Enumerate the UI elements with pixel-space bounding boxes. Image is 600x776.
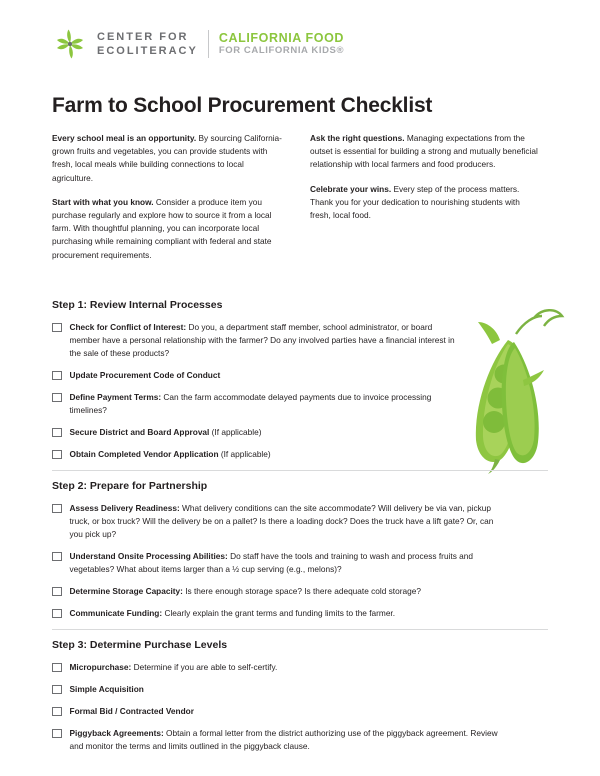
- checklist-section: [52, 470, 548, 620]
- checklist-item-body: Determine if you are able to self-certify.: [131, 661, 278, 672]
- checklist-item-text: [70, 426, 262, 439]
- org-name: [97, 30, 209, 58]
- checklist-item[interactable]: [52, 369, 548, 382]
- checklist-item-text: [70, 607, 396, 620]
- checklist-item-text: [70, 727, 500, 753]
- section-heading: Step 1: Review Internal Processes: [52, 298, 223, 311]
- program-name-line2: FOR CALIFORNIA KIDS®: [218, 45, 345, 56]
- checklist-item[interactable]: [52, 550, 548, 576]
- checkbox-icon[interactable]: [52, 371, 62, 381]
- checklist-item[interactable]: [52, 705, 548, 718]
- checklist-item-body: (If applicable): [218, 448, 271, 459]
- section-items: [52, 321, 548, 461]
- checklist-item-lead: Check for Conflict of Interest:: [69, 321, 187, 332]
- checklist-section: [52, 629, 548, 753]
- checkbox-icon[interactable]: [52, 707, 62, 717]
- intro-body: Every step of the process matters. Thank you for your dedication to nourishing students with fresh, local food.: [310, 183, 520, 221]
- checklist-item[interactable]: [52, 585, 548, 598]
- checkbox-icon[interactable]: [52, 323, 62, 333]
- checklist-item-lead: Update Procurement Code of Conduct: [69, 369, 221, 380]
- checklist-item-lead: Micropurchase:: [69, 661, 132, 672]
- intro-body: By sourcing California-grown fruits and vegetables, you can provide students with fresh, local meals while building connections to local agriculture.: [52, 133, 282, 183]
- intro-paragraph: [52, 132, 284, 185]
- section-heading: Step 2: Prepare for Partnership: [52, 470, 548, 492]
- checklist-item-lead: Assess Delivery Readiness:: [69, 502, 180, 513]
- checkbox-icon[interactable]: [52, 609, 62, 619]
- checkbox-icon[interactable]: [52, 729, 62, 739]
- checkbox-icon[interactable]: [52, 393, 62, 403]
- intro-lead: Every school meal is an opportunity.: [52, 133, 197, 143]
- checklist-item-lead: Understand Onsite Processing Abilities:: [69, 550, 228, 561]
- checklist-item[interactable]: [52, 426, 548, 439]
- checklist-item[interactable]: [52, 448, 548, 461]
- page-title: Farm to School Procurement Checklist: [52, 94, 433, 117]
- document-header: [52, 0, 548, 66]
- checklist-item-body: Can the farm accommodate delayed payments due to invoice processing timelines?: [69, 391, 432, 415]
- checkbox-icon[interactable]: [52, 450, 62, 460]
- checklist-item-body: Clearly explain the grant terms and funding limits to the farmer.: [162, 607, 396, 618]
- section-items: [52, 502, 548, 620]
- checklist-item[interactable]: [52, 727, 548, 753]
- checklist-item[interactable]: [52, 321, 548, 360]
- checklist-item-body: (If applicable): [209, 426, 262, 437]
- intro-body: Managing expectations from the outset is essential for building a strong and mutually beneficial relationship with local farmers and food producers.: [310, 133, 538, 170]
- checklist-item-text: [70, 585, 421, 598]
- checklist-item[interactable]: [52, 683, 548, 696]
- checklist-item-body: Do you, a department staff member, school administrator, or board member have a personal relationship with the farmer? Do any involved parties have a financial interest in the sale of these products?: [69, 321, 455, 358]
- checklist-item-lead: Obtain Completed Vendor Application: [69, 448, 219, 459]
- intro-paragraph: [52, 196, 284, 262]
- intro-paragraph: [310, 183, 542, 223]
- checkbox-icon[interactable]: [52, 428, 62, 438]
- intro-body: Consider a produce item you purchase regularly and explore how to source it from a local farm. With thoughtful planning, you can incorporate local purchasing while remaining compliant with federal and state procurement requirements.: [52, 196, 272, 260]
- checklist-item-text: [70, 683, 144, 696]
- checkbox-icon[interactable]: [52, 663, 62, 673]
- program-name: [219, 31, 344, 57]
- checkbox-icon[interactable]: [52, 504, 62, 514]
- checklist-item-body: Obtain a formal letter from the district authorizing use of the piggyback agreement. Review and monitor the terms and limits outlined in the piggyback clause.: [69, 727, 498, 751]
- checklist-item-text: [70, 321, 460, 360]
- section-heading: Step 3: Determine Purchase Levels: [52, 629, 548, 651]
- intro-section: [52, 132, 548, 273]
- checklist-item-text: [70, 369, 221, 382]
- checklist-item-body: Do staff have the tools and training to wash and process fruits and vegetables? What about items larger than a ½ cup serving (e.g., melons)?: [69, 550, 474, 574]
- checklist-section: [52, 299, 548, 461]
- logo-wordmark: [97, 30, 344, 58]
- checklist-item[interactable]: [52, 607, 548, 620]
- org-name-line1: CENTER FOR: [97, 31, 189, 43]
- checklist-item-lead: Secure District and Board Approval: [69, 426, 210, 437]
- org-name-line2: ECOLITERACY: [97, 45, 198, 57]
- checklist-item-lead: Formal Bid / Contracted Vendor: [69, 705, 194, 716]
- checklist-item[interactable]: [52, 502, 548, 541]
- checklist-item-lead: Communicate Funding:: [69, 607, 163, 618]
- intro-lead: Ask the right questions.: [310, 133, 405, 143]
- checklist-item-text: [70, 661, 278, 674]
- intro-column-left: [52, 132, 284, 273]
- checklist-item-lead: Piggyback Agreements:: [69, 727, 164, 738]
- checklist-item-body: What delivery conditions can the site accommodate? Will delivery be via van, pickup truck, or box truck? Will the delivery be on a pallet? Is there a loading dock? Does the truck have a lift gate? Or, can you pick up?: [69, 502, 494, 539]
- checklist-item[interactable]: [52, 391, 548, 417]
- section-items: [52, 661, 548, 753]
- checklist-sections: [52, 299, 548, 753]
- checklist-item-lead: Define Payment Terms:: [69, 391, 162, 402]
- checkbox-icon[interactable]: [52, 685, 62, 695]
- checklist-item-lead: Determine Storage Capacity:: [69, 585, 183, 596]
- checkbox-icon[interactable]: [52, 552, 62, 562]
- intro-lead: Start with what you know.: [52, 196, 154, 207]
- leaf-cluster-icon: [52, 26, 88, 62]
- checklist-item-text: [70, 502, 500, 541]
- checklist-item-text: [70, 550, 500, 576]
- program-name-line1: CALIFORNIA FOOD: [218, 31, 345, 45]
- checklist-item-text: [70, 705, 194, 718]
- checklist-item-body: Is there enough storage space? Is there adequate cold storage?: [182, 585, 421, 596]
- checklist-item[interactable]: [52, 661, 548, 674]
- intro-column-right: [310, 132, 542, 273]
- checklist-item-text: [70, 391, 460, 417]
- intro-lead: Celebrate your wins.: [310, 183, 392, 194]
- checklist-item-lead: Simple Acquisition: [69, 683, 144, 694]
- checklist-item-text: [70, 448, 271, 461]
- intro-paragraph: [310, 132, 542, 172]
- checkbox-icon[interactable]: [52, 587, 62, 597]
